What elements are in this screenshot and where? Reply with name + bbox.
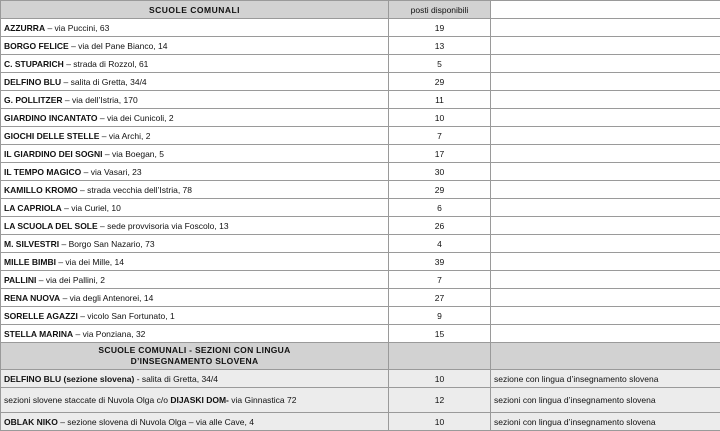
school-rows <box>1 19 720 343</box>
slovene-row <box>1 413 720 431</box>
blank-cell <box>491 19 720 37</box>
school-name: STELLA MARINA <box>4 329 73 339</box>
school-row <box>1 271 720 289</box>
separator: – <box>78 185 87 195</box>
school-name-cell <box>1 325 389 343</box>
school-name: C. STUPARICH <box>4 59 64 69</box>
school-row <box>1 55 720 73</box>
school-address: via dell’Istria, 170 <box>72 95 138 105</box>
blank-cell <box>491 1 720 19</box>
school-row <box>1 307 720 325</box>
school-address: via dei Cunicoli, 2 <box>107 113 174 123</box>
school-name: LA SCUOLA DEL SOLE <box>4 221 98 231</box>
school-name-cell <box>1 37 389 55</box>
school-address: via dei Mille, 14 <box>65 257 124 267</box>
school-row <box>1 181 720 199</box>
slovene-name-cell <box>1 413 389 431</box>
blank-cell <box>491 109 720 127</box>
blank-cell <box>491 145 720 163</box>
school-name: RENA NUOVA <box>4 293 60 303</box>
school-row <box>1 235 720 253</box>
posti-value: 10 <box>389 370 491 388</box>
school-address: Borgo San Nazario, 73 <box>69 239 155 249</box>
school-name-cell <box>1 235 389 253</box>
posti-value: 39 <box>389 253 491 271</box>
school-name: SORELLE AGAZZI <box>4 311 78 321</box>
school-address: via Boegan, 5 <box>112 149 164 159</box>
posti-value: 13 <box>389 37 491 55</box>
posti-value: 15 <box>389 325 491 343</box>
school-row <box>1 325 720 343</box>
blank-cell <box>491 73 720 91</box>
separator: – <box>73 329 82 339</box>
school-name-cell <box>1 127 389 145</box>
school-name-cell <box>1 289 389 307</box>
school-address: sede provvisoria via Foscolo, 13 <box>107 221 228 231</box>
school-address: strada di Rozzol, 61 <box>73 59 148 69</box>
school-row <box>1 289 720 307</box>
school-row <box>1 199 720 217</box>
school-name: IL GIARDINO DEI SOGNI <box>4 149 103 159</box>
posti-value: 29 <box>389 181 491 199</box>
separator: – <box>78 311 87 321</box>
school-row <box>1 73 720 91</box>
school-name: KAMILLO KROMO <box>4 185 78 195</box>
posti-value: 26 <box>389 217 491 235</box>
separator: – <box>59 239 68 249</box>
separator: – <box>98 221 107 231</box>
posti-value: 11 <box>389 91 491 109</box>
posti-value: 12 <box>389 388 491 413</box>
separator: – <box>81 167 90 177</box>
slovene-row <box>1 388 720 413</box>
separator: – <box>61 77 70 87</box>
school-name-cell <box>1 91 389 109</box>
separator: – <box>99 131 108 141</box>
school-name: LA CAPRIOLA <box>4 203 62 213</box>
blank-cell <box>491 127 720 145</box>
header-posti: posti disponibili <box>389 1 491 19</box>
school-row <box>1 217 720 235</box>
school-address: salita di Gretta, 34/4 <box>142 374 218 384</box>
separator: - <box>134 374 142 384</box>
school-address: salita di Gretta, 34/4 <box>71 77 147 87</box>
school-address: vicolo San Fortunato, 1 <box>87 311 174 321</box>
separator: – <box>58 417 67 427</box>
blank-cell <box>491 37 720 55</box>
school-name: MILLE BIMBI <box>4 257 56 267</box>
separator: – <box>62 203 71 213</box>
school-address: via dei Pallini, 2 <box>46 275 105 285</box>
section-title <box>1 343 389 370</box>
posti-value: 10 <box>389 413 491 431</box>
school-name: GIOCHI DELLE STELLE <box>4 131 99 141</box>
posti-value: 6 <box>389 199 491 217</box>
separator: – <box>45 23 54 33</box>
blank-cell <box>491 55 720 73</box>
blank-cell <box>491 163 720 181</box>
school-name: DIJASKI DOM- <box>170 395 229 405</box>
blank-cell <box>491 253 720 271</box>
separator: – <box>63 95 72 105</box>
school-address: strada vecchia dell’Istria, 78 <box>87 185 192 195</box>
school-row <box>1 19 720 37</box>
school-name: GIARDINO INCANTATO <box>4 113 98 123</box>
blank-cell <box>491 289 720 307</box>
separator: – <box>56 257 65 267</box>
school-name-cell <box>1 55 389 73</box>
section-title-line1: SCUOLE COMUNALI - SEZIONI CON LINGUA <box>98 345 290 355</box>
header-title: SCUOLE COMUNALI <box>1 1 389 19</box>
header-row <box>1 1 720 19</box>
school-name: DELFINO BLU <box>4 77 61 87</box>
section-header-row <box>1 343 720 370</box>
posti-value: 9 <box>389 307 491 325</box>
school-name-cell <box>1 199 389 217</box>
school-address: sezione slovena di Nuvola Olga – via alle Cave, 4 <box>67 417 254 427</box>
blank-cell <box>491 235 720 253</box>
school-name-cell <box>1 163 389 181</box>
separator: – <box>36 275 45 285</box>
school-name-cell <box>1 217 389 235</box>
blank-cell <box>491 325 720 343</box>
slovene-row <box>1 370 720 388</box>
blank-cell <box>491 91 720 109</box>
note-cell: sezioni con lingua d’insegnamento slovena <box>491 388 720 413</box>
blank-cell <box>491 181 720 199</box>
school-row <box>1 253 720 271</box>
blank-cell <box>491 217 720 235</box>
school-address: via Archi, 2 <box>109 131 151 141</box>
school-row <box>1 109 720 127</box>
school-row <box>1 37 720 55</box>
school-name-cell <box>1 109 389 127</box>
posti-value: 7 <box>389 127 491 145</box>
school-name-cell <box>1 253 389 271</box>
school-row <box>1 145 720 163</box>
blank-cell <box>491 271 720 289</box>
blank-cell <box>491 307 720 325</box>
school-name: BORGO FELICE <box>4 41 69 51</box>
separator: – <box>64 59 73 69</box>
section-fill-cell <box>389 343 491 370</box>
posti-value: 19 <box>389 19 491 37</box>
school-name: DELFINO BLU (sezione slovena) <box>4 374 134 384</box>
school-name-cell <box>1 73 389 91</box>
school-address: via degli Antenorei, 14 <box>70 293 154 303</box>
school-address: via Curiel, 10 <box>71 203 121 213</box>
posti-value: 27 <box>389 289 491 307</box>
school-name: G. POLLITZER <box>4 95 63 105</box>
posti-value: 30 <box>389 163 491 181</box>
note-cell: sezione con lingua d’insegnamento slovena <box>491 370 720 388</box>
separator: – <box>69 41 78 51</box>
posti-value: 5 <box>389 55 491 73</box>
school-row <box>1 127 720 145</box>
school-address: via Ponziana, 32 <box>83 329 146 339</box>
blank-cell <box>491 199 720 217</box>
school-name-cell <box>1 271 389 289</box>
slovene-name-cell <box>1 370 389 388</box>
school-name: PALLINI <box>4 275 36 285</box>
posti-value: 7 <box>389 271 491 289</box>
school-name: AZZURRA <box>4 23 45 33</box>
row-prefix: sezioni slovene staccate di Nuvola Olga c/o <box>4 395 168 405</box>
note-cell: sezioni con lingua d’insegnamento slovena <box>491 413 720 431</box>
school-address: via Vasari, 23 <box>91 167 142 177</box>
separator: – <box>60 293 69 303</box>
section-title-line2: D’INSEGNAMENTO SLOVENA <box>131 356 259 366</box>
school-name: OBLAK NIKO <box>4 417 58 427</box>
school-name-cell <box>1 181 389 199</box>
row-suffix: via Ginnastica 72 <box>231 395 296 405</box>
posti-value: 10 <box>389 109 491 127</box>
separator: – <box>103 149 112 159</box>
school-address: via del Pane Bianco, 14 <box>78 41 167 51</box>
school-row <box>1 91 720 109</box>
school-name-cell <box>1 307 389 325</box>
posti-value: 29 <box>389 73 491 91</box>
school-row <box>1 163 720 181</box>
section-fill-cell <box>491 343 720 370</box>
school-address: via Puccini, 63 <box>55 23 110 33</box>
posti-value: 4 <box>389 235 491 253</box>
school-name-cell <box>1 19 389 37</box>
school-name-cell <box>1 145 389 163</box>
school-name: M. SILVESTRI <box>4 239 59 249</box>
separator: – <box>98 113 107 123</box>
school-name: IL TEMPO MAGICO <box>4 167 81 177</box>
posti-value: 17 <box>389 145 491 163</box>
slovene-name-cell <box>1 388 389 413</box>
